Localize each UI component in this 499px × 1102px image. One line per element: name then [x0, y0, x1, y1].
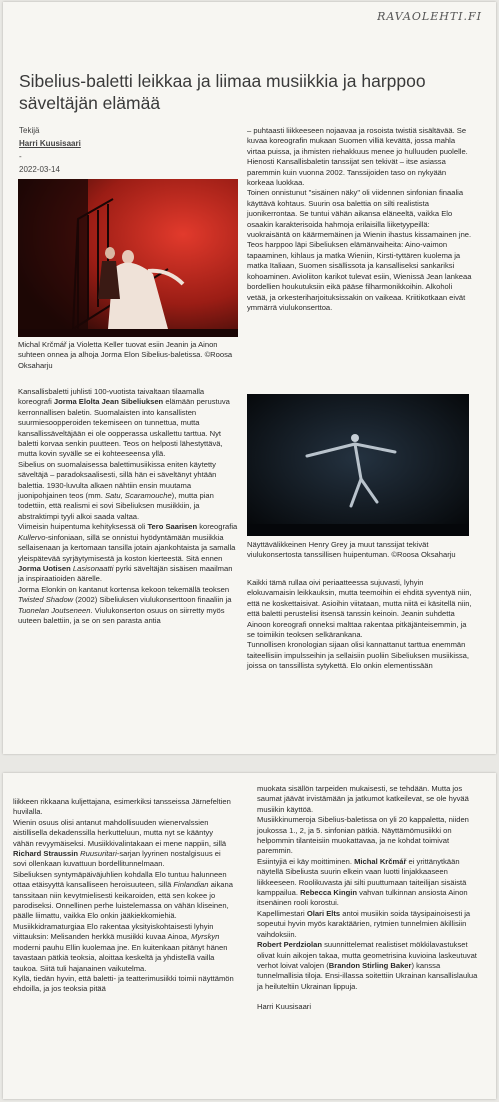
meta-separator: -	[19, 152, 22, 161]
column-2-bottom	[247, 578, 473, 672]
paragraph: Teos harppoo läpi Sibeliuksen elämänvaiheita: Aino-vaimon tapaaminen, kihlaus ja matka Wieniin, Kirsti-tyttären kuolema ja matka Italiaan, Suomen sisällissota ja kansalliseksi sankariksi kohoaminen. Avioliiton karikot tulevat esiin, Wienissä Jean lankeaa bordellien houkutuksiin eikä pääse filharmonikkoihin. Alkoholi vetää, ja orkesteriharjoituksissakin on vaikeaa. Kriitikotkaan eivät ymmärrä viulukonserttoa.	[247, 240, 472, 312]
paragraph: Viimeisin huipentuma kehityksessä oli Tero Saarisen koreografia Kullervo-sinfoniaan, sillä se onnistui hyödyntämään musiikkia sellaisenaan ja kertomaan tansilla jotain ajankohtaista ja samalla yleispätevää syrjäytymisestä ja koston kierteestä. Sitä ennen Jorma Uotisen Lasisonaatti pyrki säveltäjän sisäisen maailman ja inspiraatioiden äärelle.	[18, 522, 238, 584]
paragraph: liikkeen rikkaana kuljettajana, esimerkiksi tansseissa Järnefeltien huvilalla.	[13, 797, 231, 817]
clipping-page-2	[3, 773, 496, 1099]
paragraph: Sibeliuksen syntymäpäiväjuhlien kohdalla Elo tuntuu halunneen ottaa etäisyyttä kansalliseen heroisuuteen, sillä Finlandian aikana tanssitaan niin kevytmielisesti keikaroiden, että sen kokee jo parodiseksi. Onnellinen perhe luistelemassa on vähän kliseinen, päälle liimattu, vaikka Elo onkin jääkiekkomiehiä.	[13, 869, 233, 921]
signature: Harri Kuusisaari	[257, 1002, 312, 1012]
paragraph: Tunnollisen kronologian sijaan olisi kannattanut tarttua enemmän taiteellisiin impulsseihin ja sellaisiin puoliin Sibeliuksen musiikissa, joissa on tanssillista sytykettä. Elo onkin elementissään	[247, 640, 470, 671]
column-3	[13, 797, 235, 995]
author-name[interactable]: Harri Kuusisaari	[19, 139, 81, 148]
paragraph: Toinen onnistunut "sisäinen näky" oli viidennen sinfonian finaalia käyttävä kohtaus. Suurin osa balettia on silti realistista juonikerrontaa. Se tuntui vähän aikansa eläneeltä, vaikka Elo osaakin karakterisoida hahmoja erilaisilla liiketyypeillä: vuokraisäntä on käärmemäinen ja Wienin ihastus kissamainen jne.	[247, 188, 472, 240]
author-label: Tekijä	[19, 126, 40, 135]
paragraph: Kansallisbaletti juhlisti 100-vuotista taivaltaan tilaamalla koreografi Jorma Elolta Jean Sibeliuksen elämään perustuva kerronnallisen baletin. Suomalaisten into kansallisten suurmiesoopperoiden tekemiseen on tunnettua, mutta kansallissäveltäjään ei ole oopperassa uskallettu tarttua. Nyt baletti korvaa senkin puutteen. Teos on helposti lähestyttävä, mutta kovin syvälle se ei kohteeseensa yllä.	[18, 387, 230, 459]
paragraph: Kyllä, tiedän hyvin, että baletti- ja teatterimusiikki toimii näyttämön ehdoilla, ja jos teoksia pitää	[13, 973, 234, 994]
paragraph: Sibelius on suomalaisessa balettimusiikissa eniten käytetty säveltäjä – paradoksaalisesti, sillä hän ei säveltänyt yhtään balettia. 1930-luvulta alkaen nähtiin ensin muutama juonipohjainen teos (mm. Satu, Scaramouche), mutta pian todettiin, että realismi ei sovi Sibeliuksen musiikkiin, ja abstraktimpi tyyli alkoi saada valtaa.	[18, 459, 217, 521]
article-title: Sibelius-baletti leikkaa ja liimaa musiikkia ja harppoo säveltäjän elämää	[19, 71, 426, 113]
paragraph: Hienosti Kansallisbaletin tanssijat sen tekivät – itse asiassa paremmin kuin vuonna 2002. Tanssijoiden taso on nykyään korkeaa luokkaa.	[247, 157, 447, 188]
photo-duet	[18, 179, 238, 337]
paragraph: Wienin osuus olisi antanut mahdollisuuden wienervalssien aistillisella dekadenssilla herkutteluun, mutta nyt se kääntyy vähän revyymäiseksi. Musiikkivalintakaan ei mene nappiin, sillä Richard Straussin Ruusuritari-sarjan lyyrinen nostalgisuus ei sovi ollenkaan kuvattuun bordellitunnelmaan.	[13, 817, 227, 869]
paragraph: Musiikkinumeroja Sibelius-baletissa on yli 20 kappaletta, niiden joukossa 1., 2, ja 5. sinfonian pätkiä. Näyttämömusiikki on helpommin tilanteisiin muokattavaa, ja ne kohdat toimivat paremmin.	[257, 815, 469, 856]
paragraph: Esiintyjiä ei käy moittiminen. Michal Krčmář ei yrittänytkään näytellä Sibeliusta suurin elkein vaan luotti linjakkaaseen liikkeeseen. Roolikuvasta jäi silti puuttumaan taiteilijan sisäistä kamppailua. Rebecca Kingin vahvan tulkinnan ansiosta Ainon itsenäinen rooli korostui.	[257, 856, 468, 908]
photo-solo-caption: Näyttävälikkeinen Henry Grey ja muut tanssijat tekivät viulukonsertosta tanssillisen huipentuman. ©Roosa Oksaharju	[247, 540, 456, 560]
handwritten-source-note: RAVAOLEHTI.FI	[377, 10, 482, 23]
paragraph: Robert Perdziolan suunnittelemat realistiset mökkilavastukset olivat kuin aikojen takaa, mutta geometrisina kuvioina laskeutuvat verhot loivat valojen (Brandon Stirling Baker) kanssa tunnelmallisia tiloja. Ensi-illassa soitettiin Ukrainan kansallislaulua ja heiluteltiin Ukrainan lippuja.	[257, 940, 478, 991]
column-1	[18, 387, 240, 626]
paragraph: Musiikkidramaturgiaa Elo rakentaa yksityiskohtaisesti lyhyin viittauksin: Melisanden herkkä musiikki kuvaa Ainoa, Myrskyn moderni pauhu Ellin kuolemaa jne. En kuitenkaan pitänyt hänen tavastaan pätkiä teoksia, aloittaa keskeltä ja yhdistellä vailla taukoa. Siitä tuli hajanainen vaikutelma.	[13, 921, 228, 973]
column-4	[257, 784, 479, 1013]
paragraph: – puhtaasti liikkeeseen nojaavaa ja rosoista twistiä sisältävää. Se kuvaa koreografin mukaan Suomen villiä kevättä, jossa mahla virtaa puissa, ja ihmisten riehakkuus menee jo hulluuden puolelle.	[247, 126, 468, 156]
photo-solo	[247, 394, 469, 536]
publish-date: 2022-03-14	[19, 165, 60, 174]
paragraph: Kapellimestari Olari Elts antoi musiikin soida täysipainoisesti ja sopeutui hyvin myös karaktäärien, rytmien tunnelmien äkillisiin vaihdoksiin.	[257, 908, 471, 939]
clipping-page-1	[3, 2, 496, 754]
photo-duet-caption: Michal Krčmář ja Violetta Keller tuovat esiin Jeanin ja Ainon suhteen onnea ja alhoja Jorma Elon Sibelius-baletissa. ©Roosa Oksaharju	[18, 340, 233, 370]
column-2-top	[247, 126, 473, 313]
duet-stage-image	[18, 179, 238, 337]
paragraph: Kaikki tämä rullaa oivi periaatteessa sujuvasti, lyhyin elokuvamaisin leikkauksin, mutta teemoihin ei ehditä syventyä niin, että ne koskettaisivat. Asioihin viitataan, mutta niitä ei käsitellä niin, että baletti perustelisi itsensä tanssin keinoin. Jeanin suhdetta Ainoon koreografi onneksi malttaa rakentaa pitkäjänteisemmin, ja se toimiikin teoksen selkärankana.	[247, 578, 472, 640]
paragraph: muokata sisällön tarpeiden mukaisesti, se tehdään. Mutta jos saumat jäävät irvistämään ja jatkumot katkeilevat, se ole hyvää musiikin käyttöä.	[257, 784, 469, 814]
solo-stage-image	[247, 394, 469, 536]
paragraph: Jorma Elonkin on kantanut kortensa kekoon tekemällä teoksen Twisted Shadow (2002) Sibeliuksen viulukonserttoon finaaliin ja Tuonelan Joutseneen. Viulukonserton osuus on siirretty myös uuteen balettiin, ja se on sen parasta antia	[18, 584, 232, 625]
